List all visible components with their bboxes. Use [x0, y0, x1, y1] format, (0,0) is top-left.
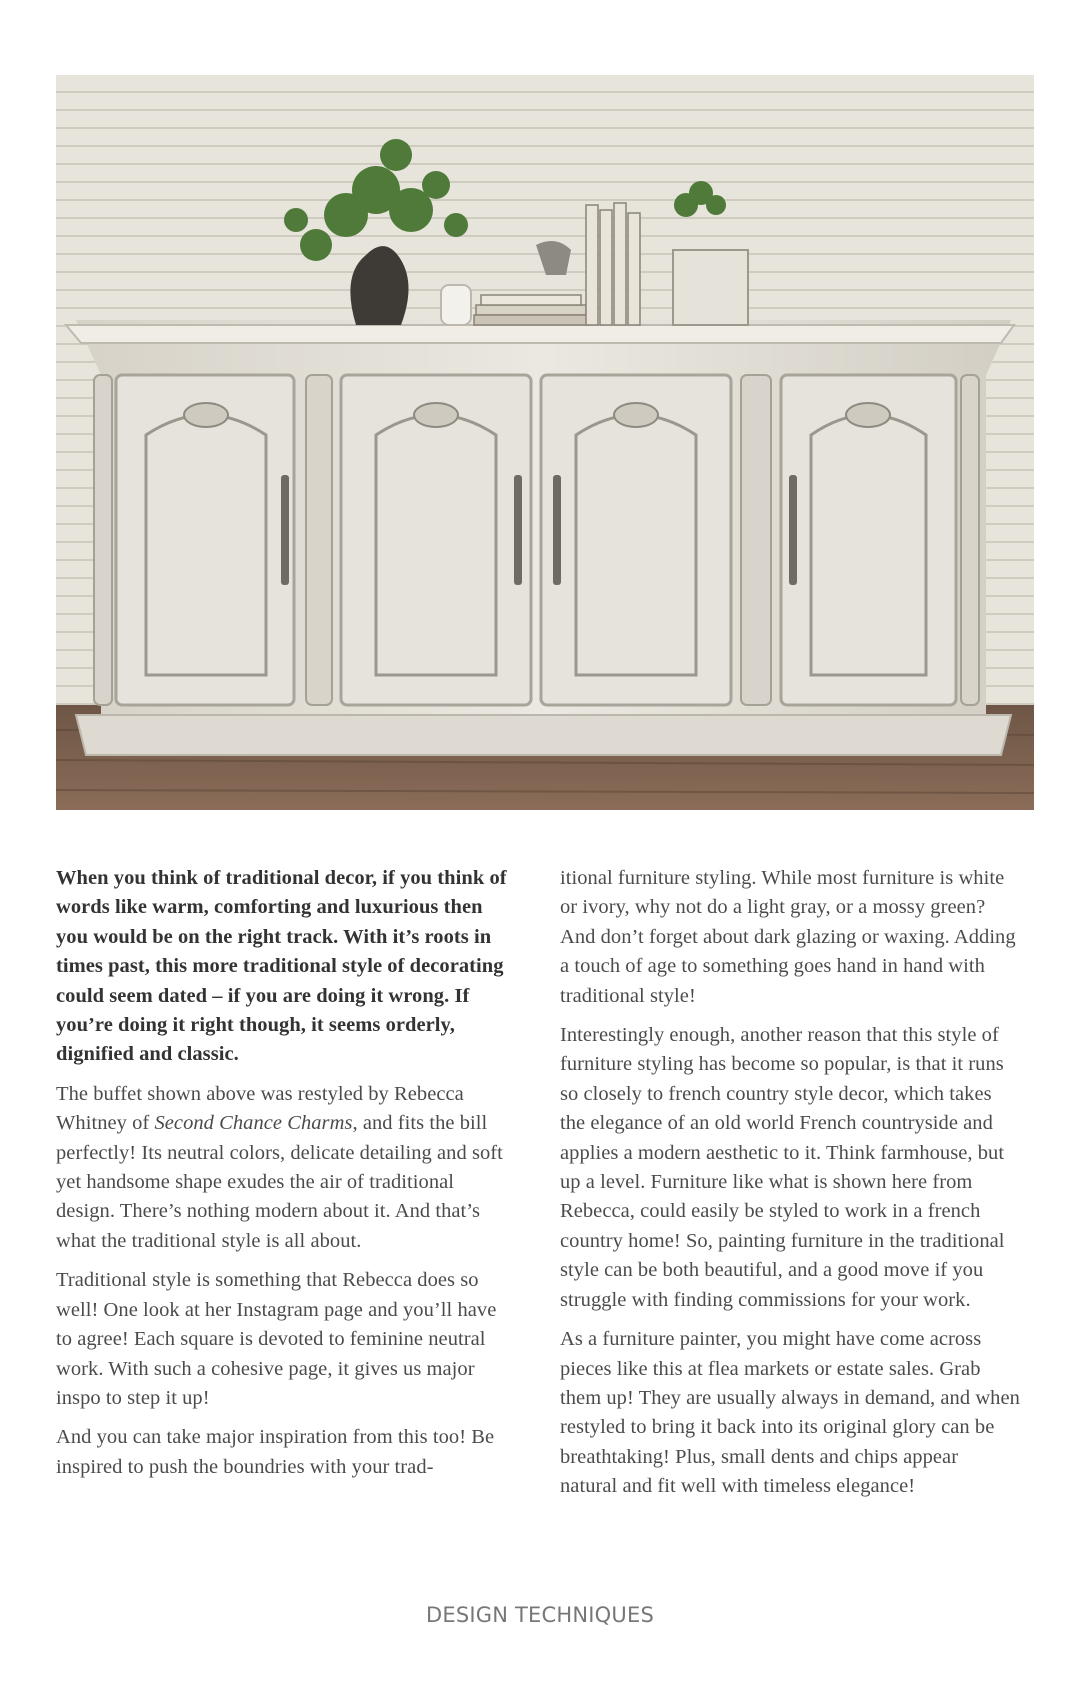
body-paragraph-1 [56, 1080, 516, 1256]
body-paragraph-4: itional furniture styling. While most furniture is white or ivory, why not do a light gray, or a mossy green? And don’t forget about dark glazing or waxing. Adding a touch of age to something goes hand in hand with traditional style! [560, 867, 1016, 1007]
business-name: Second Chance Charms [154, 1112, 353, 1135]
section-footer: DESIGN TECHNIQUES [426, 1603, 654, 1627]
body-paragraph-1-text-b: , and fits the bill perfectly! Its neutral colors, delicate detailing and soft yet handsome shape exudes the air of traditional design. There’s nothing modern about it. And that’s what the traditional style is all about. [56, 1112, 503, 1252]
article-column-right [560, 864, 1020, 1512]
buffet-photo [56, 75, 1034, 810]
article-column-left [56, 864, 516, 1492]
body-paragraph-5: Interestingly enough, another reason that this style of furniture styling has become so popular, is that it runs so closely to french country style decor, which takes the elegance of an old world French countryside and applies a modern aesthetic to it. Think farmhouse, but up a level. Furniture like what is shown here from Rebecca, could easily be styled to work in a french country home! So, painting furniture in the traditional style can be both beautiful, and a good move if you struggle with finding commissions for your work. [560, 1024, 1005, 1311]
body-paragraph-6: As a furniture painter, you might have come across pieces like this at flea markets or estate sales. Grab them up! They are usually always in demand, and when restyled to bring it back into its original glory can be breathtaking! Plus, small dents and chips appear natural and fit well with timeless elegance! [560, 1328, 1020, 1498]
body-paragraph-3: And you can take major inspiration from this too! Be inspired to push the boundries with your trad- [56, 1426, 495, 1478]
body-paragraph-1-text-a: The buffet shown above was restyled by Rebecca Whitney of [56, 1082, 464, 1135]
body-paragraph-2: Traditional style is something that Rebecca does so well! One look at her Instagram page and you’ll have to agree! Each square is devoted to feminine neutral work. With such a cohesive page, it gives us major inspo to step it up! [56, 1269, 497, 1409]
lead-paragraph: When you think of traditional decor, if you think of words like warm, comforting and luxurious then you would be on the right track. With it’s roots in times past, this more traditional style of decorating could seem dated – if you are doing it wrong. If you’re doing it right though, it seems orderly, dignified and classic. [56, 867, 507, 1066]
